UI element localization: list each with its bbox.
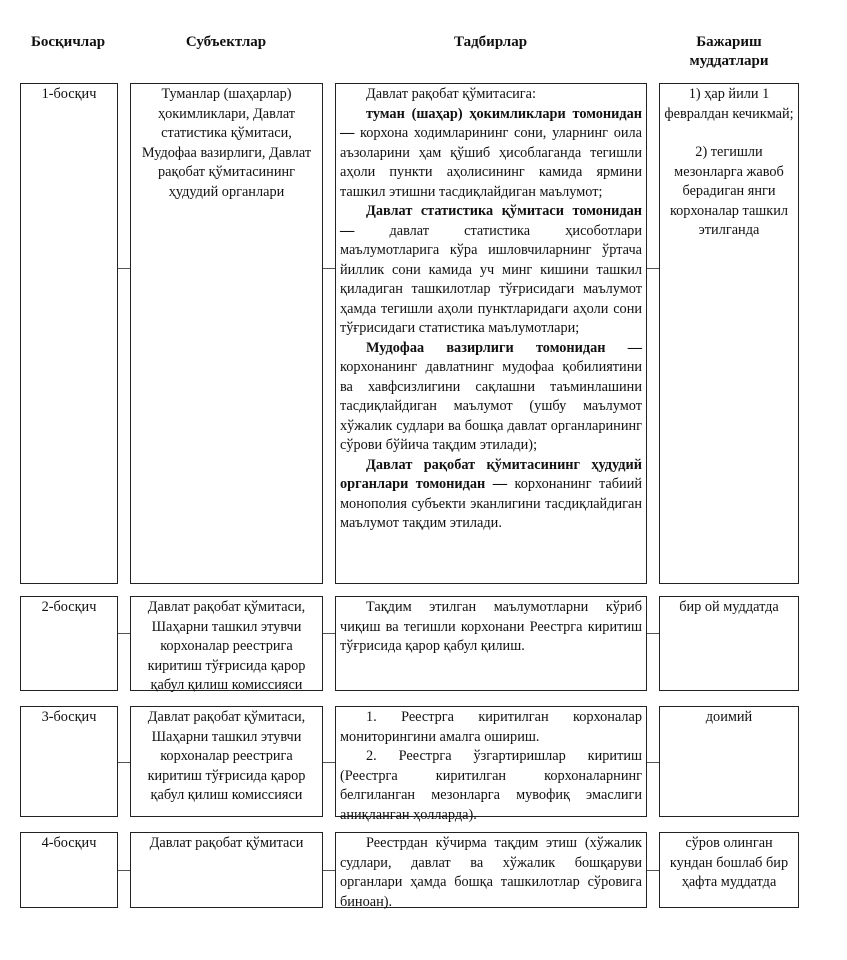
stage-4-box (20, 832, 118, 908)
stage-1-label: 1-босқич (41, 86, 97, 102)
actions-item: 1. Реестрга киритилган корхоналар мониторингини амалга ошириш. (340, 709, 642, 745)
stage-3-deadline: доимий (705, 709, 753, 725)
actions-item: 2. Реестрга ўзгартиришлар киритиш (Реестрга киритилган корхоналарнинг белгиланган мезонларга мувофиқ эмаслиги аниқланган ҳолларда). (340, 748, 642, 823)
header-deadlines: Бажариш муддатлари (689, 34, 769, 69)
connector (323, 870, 335, 871)
actions-intro: Давлат рақобат қўмитасига: (366, 86, 536, 102)
actions-item: туман (шаҳар) ҳокимликлари томонидан — корхона ходимларининг сони, уларнинг оила аъзоларини ҳам қўшиб ҳисоблаганда тегишли аҳоли пункти аҳолисининг камида ярмини ташкил этишни тасдиқлайдиган маълумот; (340, 105, 642, 200)
stage-3-label: 3-босқич (41, 709, 97, 725)
actions-item: Давлат статистика қўмитаси томонидан — давлат статистика ҳисоботлари маълумотларига кўра ишловчиларнинг ўртача йиллик сони камида уч минг кишини ташкил қиладиган ташкилотлар тўғрисидаги маълумот ҳамда тегишли аҳоли пунктларидаги аҳоли сони тўғрисидаги статистика маълумотлари; (340, 203, 642, 336)
connector (323, 268, 335, 269)
stage-4-label: 4-босқич (41, 835, 97, 851)
stage-1-subject-box (130, 83, 323, 584)
connector (647, 870, 659, 871)
actions-item: Мудофаа вазирлиги томонидан — корхонанинг давлатнинг мудофаа қобилиятини ва хавфсизлигини сақлашни таъминлашини тасдиқлайдиган маълумот (ушбу маълумот хўжалик судлари ва бошқа давлат органларининг сўрови бўйича тақдим этилади); (340, 339, 642, 453)
stage-2-subject-box (130, 596, 323, 691)
connector (647, 633, 659, 634)
stage-1-box (20, 83, 118, 584)
stage-2-label: 2-босқич (41, 599, 97, 615)
stage-3-actions-box (335, 706, 647, 823)
stage-2-deadline: бир ой муддатда (679, 599, 779, 615)
connector (118, 633, 130, 634)
stage-4-subject-box (130, 832, 323, 908)
stage-3-subject-box (130, 706, 323, 817)
actions-item: Давлат рақобат қўмитасининг ҳудудий органлари томонидан — корхонанинг табиий монополия субъекти эканлигини тасдиқлайдиган маълумот тақдим этилади. (340, 456, 642, 531)
header-stages: Босқичлар (30, 34, 106, 50)
connector (323, 762, 335, 763)
connector (647, 762, 659, 763)
stage-3-box (20, 706, 118, 817)
stage-2-subject: Давлат рақобат қўмитаси, Шаҳарни ташкил этувчи корхоналар реестрига киритиш тўғрисида қарор қабул қилиш комиссияси (147, 599, 306, 693)
deadline-line: 2) тегишли мезонларга жавоб берадиган янги корхоналар ташкил этилганда (669, 144, 789, 238)
stage-4-deadline-box (659, 832, 799, 908)
stage-3-deadline-box (659, 706, 799, 817)
stage-1-actions-box (335, 83, 647, 584)
stage-4-subject: Давлат рақобат қўмитаси (149, 835, 304, 851)
actions-item: Реестрдан кўчирма тақдим этиш (хўжалик судлари, давлат ва хўжалик бошқаруви органлари ҳамда бошқа ташкилотлар сўровига биноан). (340, 835, 642, 910)
connector (118, 870, 130, 871)
stage-4-deadline: сўров олинган кундан бошлаб бир ҳафта муддатда (669, 835, 789, 890)
connector (118, 268, 130, 269)
stage-2-actions-box (335, 596, 647, 691)
stage-4-actions-box (335, 832, 647, 908)
connector (647, 268, 659, 269)
actions-item: Тақдим этилган маълумотларни кўриб чиқиш ва тегишли корхонани Реестрга киритиш тўғрисида қарор қабул қилиш. (340, 599, 642, 654)
header-subjects: Субъектлар (185, 34, 267, 50)
connector (323, 633, 335, 634)
stage-1-subject: Туманлар (шаҳарлар) ҳокимликлари, Давлат статистика қўмитаси, Мудофаа вазирлиги, Давлат рақобат қўмитасининг ҳудудий органлари (141, 86, 312, 200)
stage-2-deadline-box (659, 596, 799, 691)
deadline-line: 1) ҳар йили 1 февралдан кечикмай; (664, 86, 794, 122)
connector (118, 762, 130, 763)
header-actions: Тадбирлар (453, 34, 528, 50)
stage-1-deadline-box (659, 83, 799, 584)
stage-2-box (20, 596, 118, 691)
stage-3-subject: Давлат рақобат қўмитаси, Шаҳарни ташкил этувчи корхоналар реестрига киритиш тўғрисида қарор қабул қилиш комиссияси (147, 709, 306, 803)
